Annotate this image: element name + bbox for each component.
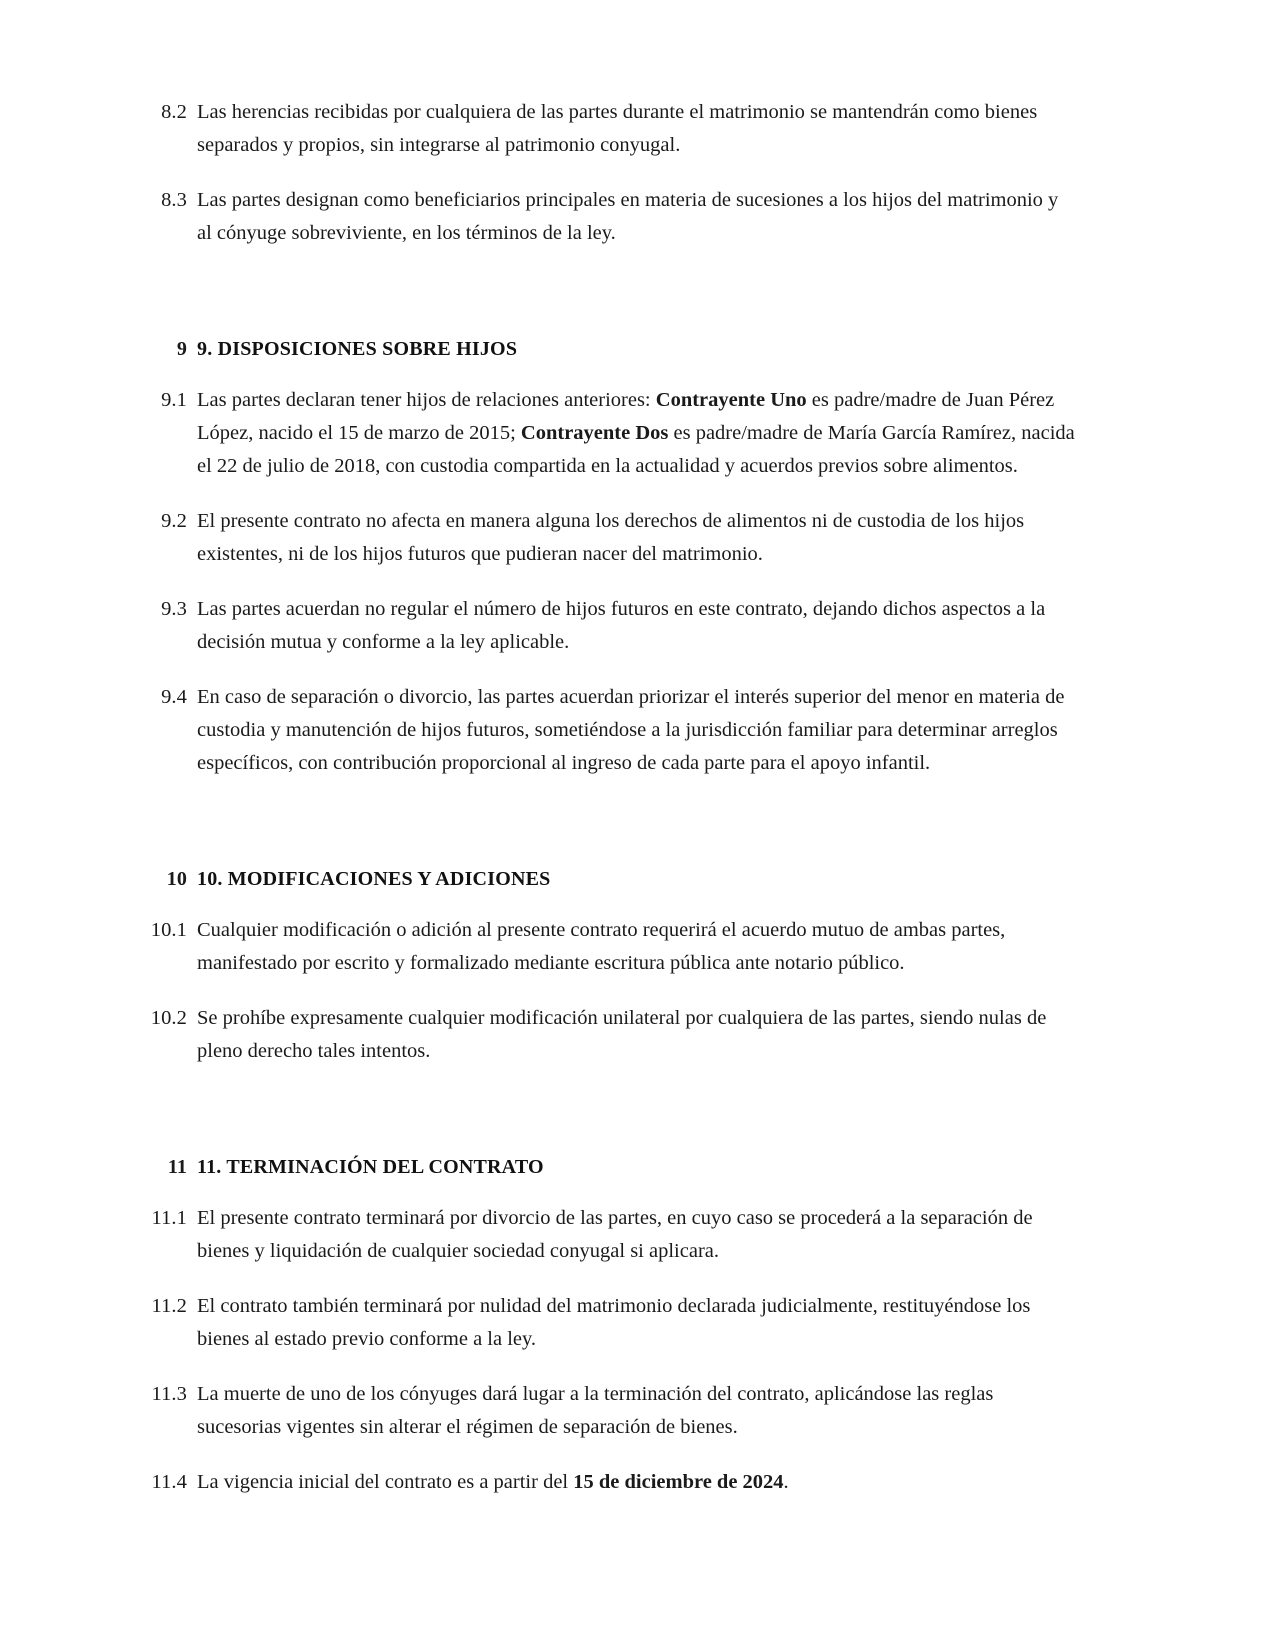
clause-8-2 xyxy=(135,96,1075,162)
clause-number: 11.4 xyxy=(151,1471,187,1493)
clause-text: Las herencias recibidas por cualquiera de las partes durante el matrimonio se mantendrán como bienes separados y propios, sin integrarse al patrimonio conyugal. xyxy=(197,101,1038,156)
body-text: Las partes declaran tener hijos de relaciones anteriores: xyxy=(197,389,656,411)
clause-9-1 xyxy=(135,384,1075,483)
section-title: 10. MODIFICACIONES Y ADICIONES xyxy=(197,868,551,890)
section-number: 11 xyxy=(167,1156,187,1178)
section-title: 9. DISPOSICIONES SOBRE HIJOS xyxy=(197,338,518,360)
emphasis-text: Contrayente Dos xyxy=(520,422,669,444)
document-body xyxy=(135,96,1075,1499)
clause-text: Las partes designan como beneficiarios principales en materia de sucesiones a los hijos del matrimonio y al cónyuge sobreviviente, en los términos de la ley. xyxy=(197,189,1059,244)
clause-number: 8.3 xyxy=(161,189,187,211)
section-title: 11. TERMINACIÓN DEL CONTRATO xyxy=(197,1156,544,1178)
section-heading-10 xyxy=(135,864,1075,894)
body-text: La muerte de uno de los cónyuges dará lugar a la terminación del contrato, aplicándose las reglas sucesorias vigentes sin alterar el régimen de separación de bienes. xyxy=(197,1383,994,1438)
emphasis-text: 15 de diciembre de 2024 xyxy=(573,1471,784,1493)
clause-number: 9.1 xyxy=(161,389,187,411)
clause-text xyxy=(187,1378,1075,1444)
clause-text xyxy=(187,914,1075,980)
body-text: El presente contrato no afecta en manera alguna los derechos de alimentos ni de custodia de los hijos existentes, ni de los hijos futuros que pudieran nacer del matrimonio. xyxy=(197,510,1025,565)
clause-text xyxy=(187,1466,1075,1499)
clause-text xyxy=(187,1202,1075,1268)
clause-11-3 xyxy=(135,1378,1075,1444)
clause-number: 10.2 xyxy=(150,1007,187,1029)
section-number: 9 xyxy=(176,338,187,360)
clause-11-1 xyxy=(135,1202,1075,1268)
clause-text xyxy=(187,1002,1075,1068)
clause-number: 9.2 xyxy=(161,510,187,532)
body-text: . xyxy=(783,1471,789,1493)
clause-10-2 xyxy=(135,1002,1075,1068)
body-text: es padre/madre de María García Ramírez, nacida el 22 de julio de 2018, con custodia compartida en la actualidad y acuerdos previos sobre alimentos. xyxy=(197,422,1075,477)
clause-number: 11.3 xyxy=(151,1383,187,1405)
emphasis-text: Contrayente Uno xyxy=(655,389,807,411)
clause-text xyxy=(187,681,1075,780)
clause-text xyxy=(187,505,1075,571)
body-text: El presente contrato terminará por divorcio de las partes, en cuyo caso se procederá a la separación de bienes y liquidación de cualquier sociedad conyugal si aplicara. xyxy=(197,1207,1033,1262)
section-heading-9 xyxy=(135,334,1075,364)
section-heading-11 xyxy=(135,1152,1075,1182)
clause-10-1 xyxy=(135,914,1075,980)
section-number: 10 xyxy=(166,868,187,890)
clause-9-3 xyxy=(135,593,1075,659)
body-text: La vigencia inicial del contrato es a partir del xyxy=(197,1471,574,1493)
clause-9-2 xyxy=(135,505,1075,571)
clause-text xyxy=(187,593,1075,659)
clause-number: 11.2 xyxy=(151,1295,187,1317)
body-text: El contrato también terminará por nulidad del matrimonio declarada judicialmente, restituyéndose los bienes al estado previo conforme a la ley. xyxy=(197,1295,1031,1350)
body-text: Se prohíbe expresamente cualquier modificación unilateral por cualquiera de las partes, siendo nulas de pleno derecho tales intentos. xyxy=(197,1007,1047,1062)
clause-11-2 xyxy=(135,1290,1075,1356)
clause-9-4 xyxy=(135,681,1075,780)
clause-8-3 xyxy=(135,184,1075,250)
clause-text xyxy=(187,1290,1075,1356)
body-text: En caso de separación o divorcio, las partes acuerdan priorizar el interés superior del menor en materia de custodia y manutención de hijos futuros, sometiéndose a la jurisdicción familiar para determinar arreglos específicos, con contribución proporcional al ingreso de cada parte para el apoyo infantil. xyxy=(197,686,1065,774)
section-spacer xyxy=(135,1090,1075,1152)
clause-number: 9.4 xyxy=(161,686,187,708)
section-spacer xyxy=(135,272,1075,334)
clause-number: 8.2 xyxy=(161,101,187,123)
body-text: Las partes acuerdan no regular el número de hijos futuros en este contrato, dejando dichos aspectos a la decisión mutua y conforme a la ley aplicable. xyxy=(197,598,1046,653)
clause-number: 11.1 xyxy=(151,1207,187,1229)
clause-11-4 xyxy=(135,1466,1075,1499)
clause-number: 10.1 xyxy=(150,919,187,941)
clause-text xyxy=(187,384,1075,483)
clause-number: 9.3 xyxy=(161,598,187,620)
section-spacer xyxy=(135,802,1075,864)
body-text: es padre/madre de Juan Pérez López, nacido el 15 de marzo de 2015; xyxy=(197,389,1055,444)
body-text: Cualquier modificación o adición al presente contrato requerirá el acuerdo mutuo de ambas partes, manifestado por escrito y formalizado mediante escritura pública ante notario público. xyxy=(197,919,1006,974)
